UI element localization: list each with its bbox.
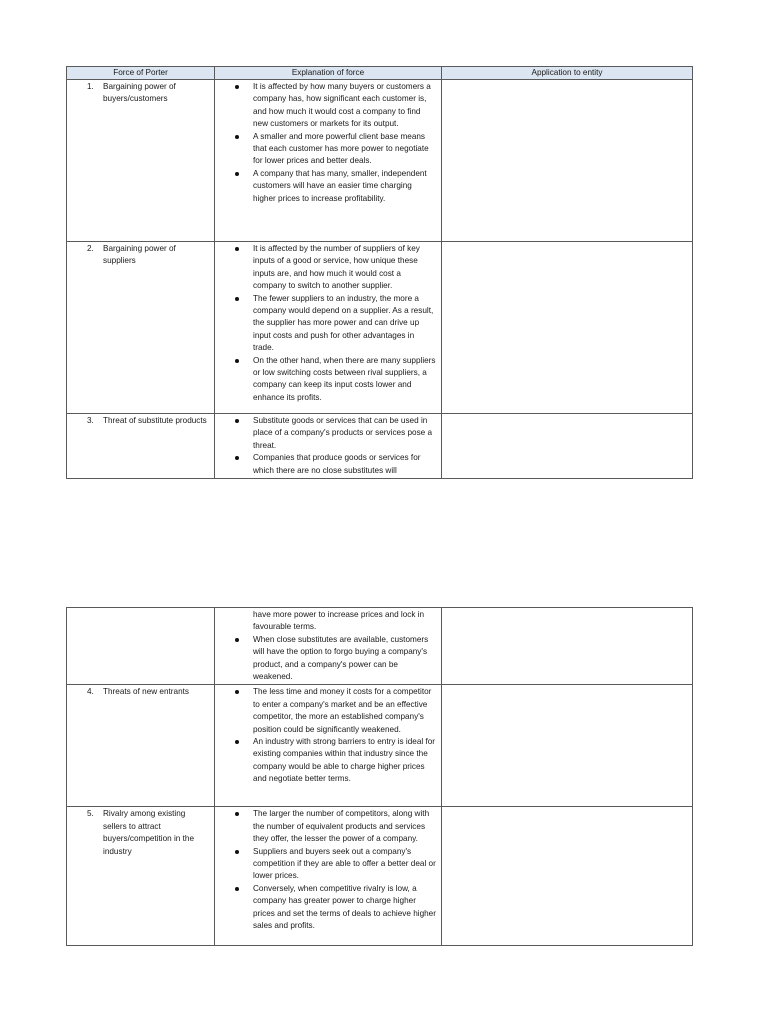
force-number: 1. <box>87 82 94 91</box>
header-application: Application to entity <box>442 67 693 80</box>
force-number: 3. <box>87 416 94 425</box>
application-cell[interactable] <box>442 80 693 242</box>
table-row <box>67 685 693 807</box>
force-name: Bargaining power of suppliers <box>103 244 176 266</box>
explanation-point: Companies that produce goods or services for which there are no close substitutes will <box>216 452 436 477</box>
explanation-point: The larger the number of competitors, along with the number of equivalent products and services they offer, the lesser the power of a company. <box>216 808 436 845</box>
force-number: 5. <box>87 809 94 819</box>
application-cell[interactable] <box>442 414 693 479</box>
force-cell <box>67 807 215 946</box>
explanation-point: Conversely, when competitive rivalry is low, a company has greater power to charge higher prices and set the terms of deals to achieve higher sales and profits. <box>216 883 436 933</box>
explanation-point: An industry with strong barriers to entry is ideal for existing companies within that industry since the company would be able to charge higher prices and negotiate better terms. <box>216 736 436 786</box>
explanation-cell <box>215 807 442 946</box>
force-cell <box>67 414 215 479</box>
force-number: 2. <box>87 244 94 253</box>
explanation-point: Substitute goods or services that can be used in place of a company's products or services pose a threat. <box>216 415 436 452</box>
porter-forces-table <box>66 66 693 479</box>
application-cell[interactable] <box>442 608 693 685</box>
explanation-point: A smaller and more powerful client base means that each customer has more power to negotiate for lower prices and better deals. <box>216 131 436 168</box>
explanation-cell <box>215 242 442 414</box>
force-cell <box>67 80 215 242</box>
explanation-cell <box>215 414 442 479</box>
explanation-point: A company that has many, smaller, independent customers will have an easier time charging higher prices to increase profitability. <box>216 168 436 205</box>
explanation-cell <box>215 80 442 242</box>
explanation-point: Suppliers and buyers seek out a company's competition if they are able to offer a better deal or lower prices. <box>216 846 436 883</box>
explanation-continuation: have more power to increase prices and lock in favourable terms. <box>253 610 425 632</box>
force-name: Bargaining power of buyers/customers <box>103 82 176 104</box>
force-name: Threats of new entrants <box>103 687 190 697</box>
explanation-point: It is affected by how many buyers or customers a company has, how significant each customer is, and how much it would cost a company to find new customers or markets for its output. <box>216 81 436 131</box>
explanation-point: The fewer suppliers to an industry, the more a company would depend on a supplier. As a result, the supplier has more power and can drive up input costs and push for other advantages in trade. <box>216 293 436 355</box>
explanation-point: The less time and money it costs for a competitor to enter a company's market and be an effective competitor, the more an established company's position could be significantly weakened. <box>216 686 436 736</box>
application-cell[interactable] <box>442 807 693 946</box>
force-cell <box>67 242 215 414</box>
explanation-cell <box>215 608 442 685</box>
force-name: Threat of substitute products <box>103 416 207 425</box>
application-cell[interactable] <box>442 685 693 807</box>
header-force: Force of Porter <box>67 67 215 80</box>
table-row <box>67 414 693 479</box>
porter-forces-table-continued <box>66 607 693 946</box>
explanation-cell <box>215 685 442 807</box>
table-row <box>67 80 693 242</box>
header-explanation: Explanation of force <box>215 67 442 80</box>
explanation-point: It is affected by the number of suppliers of key inputs of a good or service, how unique these inputs are, and how much it would cost a company to switch to another supplier. <box>216 243 436 293</box>
force-number: 4. <box>87 687 94 697</box>
explanation-point: On the other hand, when there are many suppliers or low switching costs between rival suppliers, a company can keep its input costs lower and enhance its profits. <box>216 355 436 405</box>
explanation-point: When close substitutes are available, customers will have the option to forgo buying a company's product, and a company's power can be weakened. <box>216 634 436 684</box>
table-row <box>67 807 693 946</box>
table-row <box>67 608 693 685</box>
force-name: Rivalry among existing sellers to attract buyers/competition in the industry <box>103 809 195 856</box>
force-cell <box>67 608 215 685</box>
table-header-row <box>67 67 693 80</box>
table-row <box>67 242 693 414</box>
application-cell[interactable] <box>442 242 693 414</box>
force-cell <box>67 685 215 807</box>
